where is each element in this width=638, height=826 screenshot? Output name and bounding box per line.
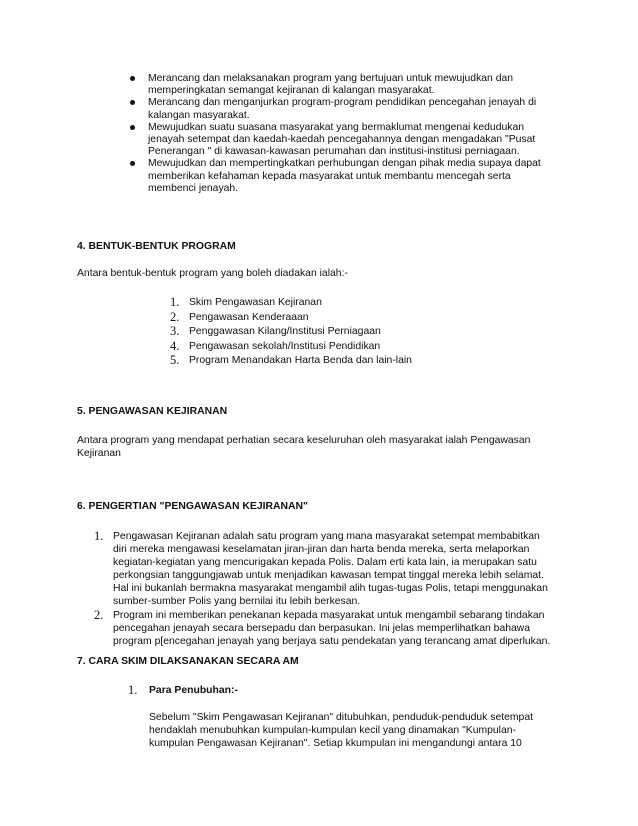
section-5-body: Antara program yang mendapat perhatian secara keseluruhan oleh masyarakat ialah Pengawasan Kejiranan	[77, 435, 531, 459]
list-item	[170, 296, 550, 309]
bullet-dot-icon	[130, 125, 135, 130]
section-7-heading: 7. CARA SKIM DILAKSANAKAN SECARA AM	[77, 656, 299, 667]
section-4-intro: Antara bentuk-bentuk program yang boleh diadakan ialah:-	[77, 268, 348, 279]
intro-bullet-list	[120, 73, 560, 195]
bullet-text: Mewujudkan suatu suasana masyarakat yang bermaklumat mengenai kedudukan jenayah setempat dan kaedah-kaedah pencegahannya dengan mengadakan "Pusat Penerangan " di kawasan-kawasan perumahan dan institusi-institusi perniagaan.	[148, 121, 536, 158]
list-number: 2.	[170, 309, 180, 324]
list-number: 3.	[170, 324, 180, 338]
list-number: 1.	[170, 295, 180, 309]
list-text: Program Menandakan Harta Benda dan lain-lain	[189, 355, 412, 366]
list-number: 5.	[170, 353, 180, 367]
section-6-heading: 6. PENGERTIAN "PENGAWASAN KEJIRANAN"	[77, 501, 308, 512]
bullet-text: Merancang dan menganjurkan program-program pendidikan pencegahan jenayah di kalangan masyarakat.	[148, 97, 537, 121]
sub-heading: Para Penubuhan:-	[149, 685, 238, 696]
bullet-dot-icon	[130, 76, 135, 81]
bullet-dot-icon	[130, 100, 135, 105]
list-text: Program ini memberikan penekanan kepada masyarakat untuk mengambil sebarang tindakan pencegahan jenayah secara bersepadu dan berpasukan. Ini jelas memperlihatkan bahawa program p[encegahan jenayah yang berjaya satu pendekatan yang terancang amat diperlukan.	[113, 610, 551, 647]
list-item	[170, 340, 550, 353]
list-item	[94, 530, 554, 608]
list-text: Skim Pengawasan Kejiranan	[189, 297, 322, 308]
bullet-text: Mewujudkan dan mempertingkatkan perhubungan dengan pihak media supaya dapat memberikan kefahaman kepada masyarakat untuk membantu mencegah serta membenci jenayah.	[148, 158, 541, 194]
list-item	[170, 354, 550, 367]
bullet-item	[120, 122, 560, 159]
sub-number: 1.	[128, 683, 138, 697]
list-text: Pengawasan Kejiranan adalah satu program yang mana masyarakat setempat membabitkan diri mereka mengawasi keselamatan jiran-jiran dan harta benda mereka, serta melaporkan kegiatan-kegiatan yang mencurigakan kepada Polis. Dalam erti kata lain, ia merupakan satu perkongsian tanggungjawab untuk menjadikan kawasan tempat tinggal mereka lebih selamat. Hal ini bukanlah bermakna masyarakat mengambil alih tugas-tugas Polis, tetapi menggunakan sumber-sumber Polis yang bernilai itu lebih berkesan.	[113, 531, 548, 607]
list-item	[94, 609, 554, 648]
sub-body: Sebelum "Skim Pengawasan Kejiranan" ditubuhkan, penduduk-penduduk setempat hendaklah menubuhkan kumpulan-kumpulan kecil yang dinamakan "Kumpulan-kumpulan Pengawasan Kejiranan". Setiap kkumpulan ini mengandungi antara 10	[149, 712, 534, 749]
program-list	[170, 296, 550, 369]
list-text: Pengawasan sekolah/Institusi Pendidikan	[189, 340, 381, 352]
bullet-item	[120, 158, 560, 195]
section-4-heading: 4. BENTUK-BENTUK PROGRAM	[77, 241, 236, 252]
list-number: 4.	[170, 338, 180, 353]
list-item	[170, 325, 550, 338]
list-number: 2.	[94, 608, 104, 622]
list-number: 1.	[94, 529, 104, 543]
list-text: Penggawasan Kilang/Institusi Perniagaan	[189, 326, 381, 337]
list-text: Pengawasan Kenderaaan	[189, 311, 309, 323]
section-5-heading: 5. PENGAWASAN KEJIRANAN	[77, 406, 228, 417]
bullet-text: Merancang dan melaksanakan program yang bertujuan untuk mewujudkan dan memperingkatan semangat kejiranan di kalangan masyarakat.	[148, 73, 514, 97]
list-item	[170, 311, 550, 324]
bullet-item	[120, 97, 560, 121]
bullet-dot-icon	[130, 161, 135, 166]
definition-list	[94, 530, 554, 648]
bullet-item	[120, 73, 560, 97]
